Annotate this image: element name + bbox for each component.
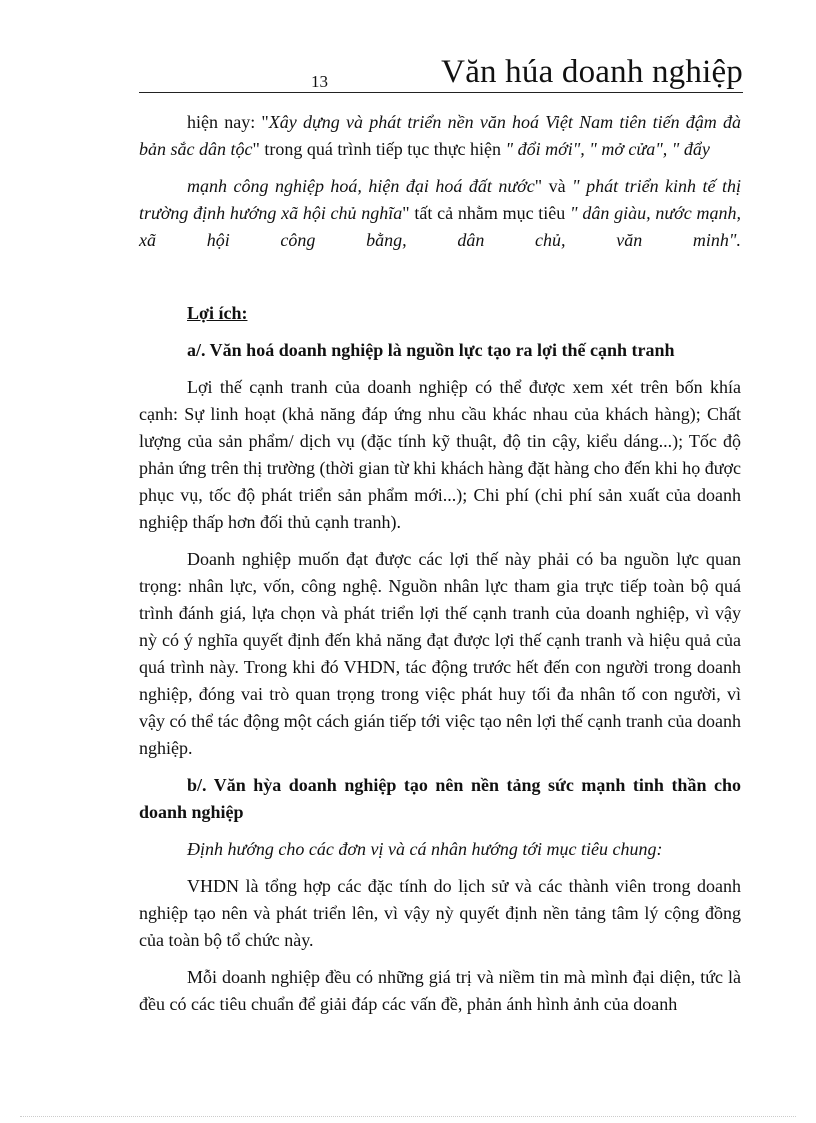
intro-text: " trong quá trình tiếp tục thực hiện	[252, 139, 506, 159]
spacer	[139, 264, 741, 300]
intro-quote: " đổi mới", " mở cửa", " đẩy	[505, 139, 710, 159]
page-header	[139, 52, 743, 96]
section-b-subheading: Định hướng cho các đơn vị và cá nhân hướng tới mục tiêu chung:	[187, 839, 663, 859]
intro-text: hiện nay: "	[187, 112, 269, 132]
intro-quote: mạnh công nghiệp hoá, hiện đại hoá đất nước	[187, 176, 535, 196]
section-a-heading: a/. Văn hoá doanh nghiệp là nguồn lực tạo ra lợi thế cạnh tranh	[187, 340, 675, 360]
page-number: 13	[311, 72, 328, 91]
intro-text: " tất cả nhằm mục tiêu	[402, 203, 571, 223]
running-title: Văn húa doanh nghiệp	[441, 54, 743, 90]
section-b-paragraph-1: VHDN là tổng hợp các đặc tính do lịch sử và các thành viên trong doanh nghiệp tạo nên và phát triển lên, vì vậy nỳ quyết định nền tảng tâm lý cộng đồng của toàn bộ tổ chức này.	[139, 876, 741, 950]
document-body	[139, 109, 741, 1028]
benefits-heading: Lợi ích:	[187, 303, 248, 323]
intro-paragraph-2	[139, 173, 741, 254]
section-b-heading: b/. Văn hỳa doanh nghiệp tạo nên nền tảng sức mạnh tinh thần cho doanh nghiệp	[139, 775, 741, 822]
intro-quote: " dân giàu, nước mạnh, xã hội công bằng, dân chủ, văn minh".	[139, 203, 741, 250]
section-a-paragraph-2: Doanh nghiệp muốn đạt được các lợi thế này phải có ba nguồn lực quan trọng: nhân lực, vốn, công nghệ. Nguồn nhân lực tham gia trực tiếp toàn bộ quá trình đánh giá, lựa chọn và phát triển lợi thế cạnh tranh của doanh nghiệp, vì vậy nỳ có ý nghĩa quyết định đến khả năng đạt được lợi thế cạnh tranh và hiệu quả của quá trình này. Trong khi đó VHDN, tác động trước hết đến con người trong doanh nghiệp, đóng vai trò quan trọng trong việc phát huy tối đa nhân tố con người, vì vậy có thể tác động một cách gián tiếp tới việc tạo nên lợi thế cạnh tranh của doanh nghiệp.	[139, 549, 741, 758]
intro-quote: " phát triển kinh tế thị trường định hướng xã hội chủ nghĩa	[139, 176, 741, 223]
intro-quote: Xây dựng và phát triển nền văn hoá Việt Nam tiên tiến đậm đà bản sắc dân tộc	[139, 112, 741, 159]
intro-text: " và	[534, 176, 573, 196]
section-b-paragraph-2: Mỗi doanh nghiệp đều có những giá trị và niềm tin mà mình đại diện, tức là đều có các tiêu chuẩn để giải đáp các vấn đề, phản ánh hình ảnh của doanh	[139, 967, 741, 1014]
section-a-paragraph-1: Lợi thế cạnh tranh của doanh nghiệp có thể được xem xét trên bốn khía cạnh: Sự linh hoạt (khả năng đáp ứng nhu cầu khác nhau của khách hàng); Chất lượng của sản phẩm/ dịch vụ (đặc tính kỹ thuật, độ tin cậy, kiểu dáng...); Tốc độ phản ứng trên thị trường (thời gian từ khi khách hàng đặt hàng cho đến khi họ được phục vụ, tốc độ phát triển sản phẩm mới...); Chi phí (chi phí sản xuất của doanh nghiệp thấp hơn đối thủ cạnh tranh).	[139, 377, 741, 532]
intro-paragraph-1	[139, 109, 741, 163]
header-rule	[139, 92, 743, 93]
page-bottom-border	[20, 1116, 796, 1117]
